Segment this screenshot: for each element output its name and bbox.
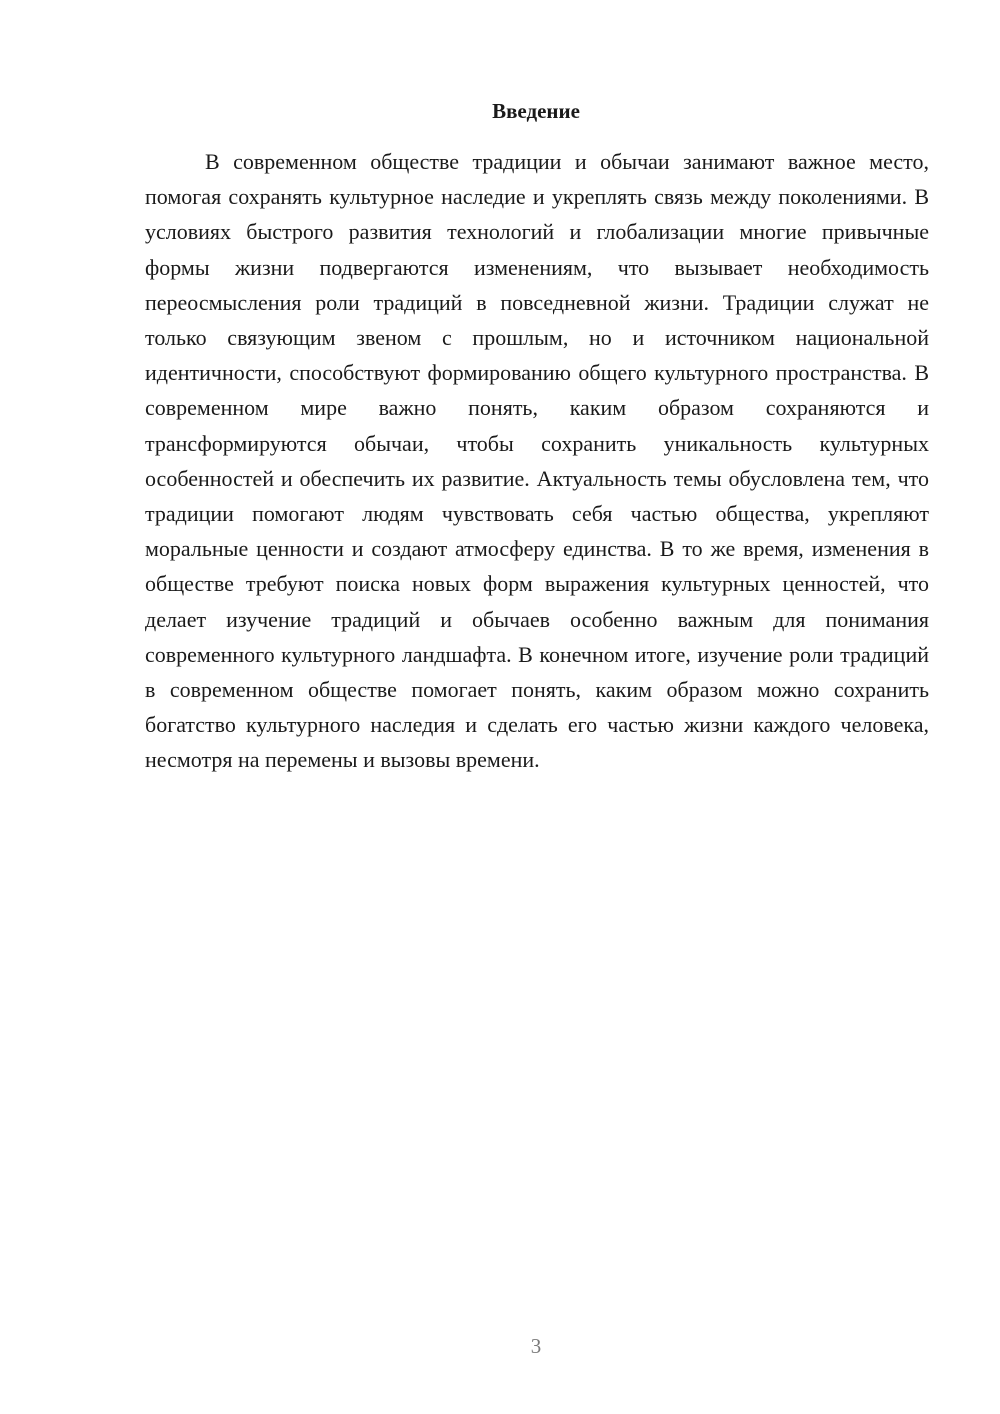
body-paragraph: В современном обществе традиции и обычаи занимают важное место, помогая сохранять культурное наследие и укреплять связь между поколениями. В условиях быстрого развития технологий и глобализации многие привычные формы жизни подвергаются изменениям, что вызывает необходимость переосмысления роли традиций в повседневной жизни. Традиции служат не только связующим звеном с прошлым, но и источником национальной идентичности, способствуют формированию общего культурного пространства. В современном мире важно понять, каким образом сохраняются и трансформируются обычаи, чтобы сохранить уникальность культурных особенностей и обеспечить их развитие. Актуальность темы обусловлена тем, что традиции помогают людям чувствовать себя частью общества, укрепляют моральные ценности и создают атмосферу единства. В то же время, изменения в обществе требуют поиска новых форм выражения культурных ценностей, что делает изучение традиций и обычаев особенно важным для понимания современного культурного ландшафта. В конечном итоге, изучение роли традиций в современном обществе помогает понять, каким образом можно сохранить богатство культурного наследия и сделать его частью жизни каждого человека, несмотря на перемены и вызовы времени. bbox=[145, 149, 929, 773]
page-number: 3 bbox=[530, 1334, 542, 1358]
page-title: Введение bbox=[492, 99, 580, 123]
